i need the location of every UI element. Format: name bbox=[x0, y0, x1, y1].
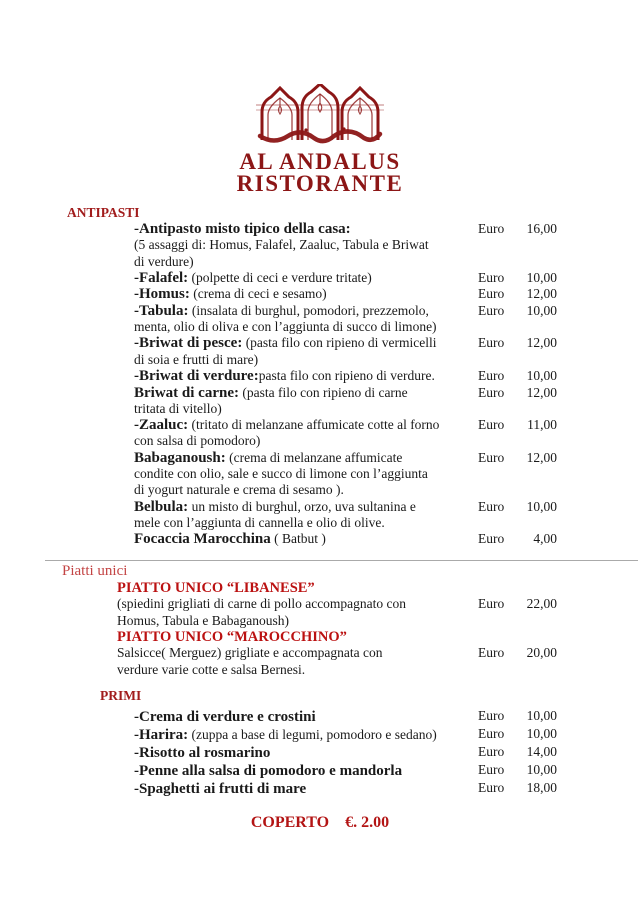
dish-description: (polpette di ceci e verdure tritate) bbox=[188, 269, 372, 285]
menu-item-row bbox=[134, 303, 640, 336]
dish-text bbox=[134, 368, 476, 384]
dish-text bbox=[134, 450, 476, 499]
dish-name: Belbula: bbox=[134, 498, 189, 515]
menu-sections bbox=[0, 205, 640, 798]
restaurant-name-line2: RISTORANTE bbox=[236, 171, 404, 196]
dish-first-line bbox=[117, 645, 476, 661]
dish-description-line: di soia e frutti di mare) bbox=[134, 351, 259, 367]
dish-name: Briwat di carne: bbox=[134, 384, 239, 401]
menu-item-row bbox=[134, 450, 640, 499]
currency-label: Euro bbox=[478, 221, 505, 236]
currency-label: Euro bbox=[478, 761, 505, 777]
price-value: 16,00 bbox=[526, 221, 557, 236]
price-value: 10,00 bbox=[526, 498, 557, 514]
price-value: 14,00 bbox=[526, 743, 557, 759]
menu-section-antipasti bbox=[0, 205, 640, 548]
dish-text bbox=[134, 303, 476, 336]
dish-description: (pasta filo con ripieno di vermicelli bbox=[242, 335, 437, 351]
moorish-arches-logo-icon bbox=[254, 84, 386, 146]
menu-item-row bbox=[134, 286, 640, 303]
price-value: 4,00 bbox=[533, 531, 557, 547]
menu-item-row bbox=[134, 385, 640, 418]
dish-text bbox=[117, 596, 476, 629]
dish-name: -Spaghetti ai frutti di mare bbox=[134, 780, 307, 797]
menu-item-row bbox=[134, 726, 640, 744]
menu-item-row bbox=[134, 270, 640, 287]
section-heading-piatti-unici: Piatti unici bbox=[62, 562, 128, 579]
menu-item-row bbox=[134, 708, 640, 726]
price-value: 10,00 bbox=[526, 368, 557, 384]
dish-description-line: mele con l’aggiunta di cannella e olio di olive. bbox=[134, 514, 385, 530]
dish-description: un misto di burghul, orzo, uva sultanina e bbox=[188, 498, 416, 514]
currency-label: Euro bbox=[478, 531, 505, 547]
dish-text bbox=[134, 335, 476, 368]
price-value: 12,00 bbox=[526, 449, 557, 465]
dish-name: -Antipasto misto tipico della casa: bbox=[134, 221, 351, 237]
menu-item-row bbox=[134, 531, 640, 548]
dish-name: -Zaaluc: bbox=[134, 417, 189, 434]
dish-text bbox=[134, 744, 476, 762]
dish-name: -Harira: bbox=[134, 726, 189, 743]
dish-text bbox=[134, 726, 476, 744]
dish-subheading: PIATTO UNICO “LIBANESE” bbox=[117, 579, 315, 596]
price-value: 11,00 bbox=[527, 417, 557, 433]
restaurant-name-line1: AL ANDALUS bbox=[239, 149, 401, 174]
section-items bbox=[134, 708, 640, 798]
dish-description-line: condite con olio, sale e succo di limone con l’aggiunta bbox=[134, 466, 428, 482]
dish-first-line bbox=[134, 385, 476, 401]
dish-text bbox=[134, 531, 476, 547]
dish-first-line bbox=[134, 762, 476, 780]
dish-first-line bbox=[134, 780, 476, 798]
dish-name: -Briwat di verdure: bbox=[134, 368, 259, 385]
dish-description: (crema di melanzane affumicate bbox=[225, 449, 403, 465]
dish-description: (pasta filo con ripieno di carne bbox=[238, 384, 408, 400]
dish-first-line bbox=[134, 450, 476, 466]
menu-item-row bbox=[134, 762, 640, 780]
currency-label: Euro bbox=[478, 707, 505, 723]
currency-label: Euro bbox=[478, 302, 505, 318]
dish-text bbox=[134, 417, 476, 450]
dish-description: (spiedini grigliati di carne di pollo accompagnato con bbox=[117, 596, 407, 612]
menu-item-row bbox=[134, 368, 640, 385]
dish-text bbox=[134, 270, 476, 286]
price-value: 18,00 bbox=[526, 779, 557, 795]
dish-text bbox=[134, 499, 476, 532]
dish-text bbox=[134, 385, 476, 418]
dish-description: (insalata di burghul, pomodori, prezzemolo, bbox=[188, 302, 429, 318]
currency-label: Euro bbox=[478, 269, 505, 285]
dish-description: (zuppa a base di legumi, pomodoro e sedano) bbox=[188, 726, 437, 742]
price-value: 10,00 bbox=[526, 707, 557, 723]
price-value: 12,00 bbox=[526, 384, 557, 400]
coperto-label: COPERTO bbox=[250, 813, 330, 831]
dish-first-line bbox=[134, 303, 476, 319]
dish-name: -Penne alla salsa di pomodoro e mandorla bbox=[134, 762, 403, 779]
menu-section-primi bbox=[0, 688, 640, 798]
dish-first-line bbox=[134, 335, 476, 351]
currency-label: Euro bbox=[478, 779, 505, 795]
dish-name: -Crema di verdure e crostini bbox=[134, 708, 316, 725]
menu-item-row bbox=[134, 499, 640, 532]
dish-description: (tritato di melanzane affumicate cotte al forno bbox=[188, 417, 440, 433]
dish-first-line bbox=[134, 286, 476, 302]
dish-subheading: PIATTO UNICO “MAROCCHINO” bbox=[117, 628, 347, 645]
currency-label: Euro bbox=[478, 596, 505, 612]
price-value: 10,00 bbox=[526, 269, 557, 285]
section-divider bbox=[45, 560, 638, 561]
menu-item-row bbox=[134, 335, 640, 368]
menu-item-row bbox=[134, 780, 640, 798]
menu-item-row bbox=[134, 221, 640, 270]
section-items bbox=[134, 221, 640, 548]
currency-label: Euro bbox=[478, 743, 505, 759]
dish-first-line bbox=[134, 726, 476, 744]
dish-description-line: Homus, Tabula e Babaganoush) bbox=[117, 612, 290, 628]
currency-label: Euro bbox=[478, 645, 505, 661]
dish-description-line: di yogurt naturale e crema di sesamo ). bbox=[134, 482, 344, 498]
dish-description-line: menta, olio di oliva e con l’aggiunta di succo di limone) bbox=[134, 319, 437, 335]
dish-description-line: di verdure) bbox=[134, 253, 194, 269]
dish-description-line: con salsa di pomodoro) bbox=[134, 433, 261, 449]
menu-section-piatti-unici bbox=[0, 560, 640, 678]
dish-text bbox=[134, 221, 476, 270]
dish-first-line bbox=[134, 531, 476, 547]
price-value: 12,00 bbox=[526, 335, 557, 351]
section-heading-antipasti: ANTIPASTI bbox=[67, 205, 140, 220]
menu-item-row bbox=[117, 596, 640, 629]
dish-description-line: tritata di vitello) bbox=[134, 400, 222, 416]
currency-label: Euro bbox=[478, 335, 505, 351]
currency-label: Euro bbox=[478, 286, 505, 302]
dish-description-line: (5 assaggi di: Homus, Falafel, Zaaluc, Tabula e Briwat bbox=[134, 237, 429, 253]
price-value: 20,00 bbox=[526, 645, 557, 661]
dish-text bbox=[117, 645, 476, 678]
price-value: 22,00 bbox=[526, 596, 557, 612]
menu-item-row bbox=[134, 744, 640, 762]
currency-label: Euro bbox=[478, 417, 505, 433]
dish-name: -Homus: bbox=[134, 286, 190, 303]
dish-text bbox=[134, 762, 476, 780]
logo-container bbox=[0, 0, 640, 151]
dish-first-line bbox=[134, 368, 476, 384]
dish-text bbox=[134, 708, 476, 726]
dish-first-line bbox=[134, 744, 476, 762]
coperto-price: €. 2.00 bbox=[345, 813, 390, 831]
dish-name: -Briwat di pesce: bbox=[134, 335, 243, 352]
currency-label: Euro bbox=[478, 498, 505, 514]
price-value: 10,00 bbox=[526, 761, 557, 777]
price-value: 10,00 bbox=[526, 725, 557, 741]
dish-first-line bbox=[134, 499, 476, 515]
dish-name: Focaccia Marocchina bbox=[134, 531, 271, 548]
dish-first-line bbox=[134, 708, 476, 726]
dish-description-line: verdure varie cotte e salsa Bernesi. bbox=[117, 661, 306, 677]
dish-name: -Tabula: bbox=[134, 302, 189, 319]
section-items bbox=[117, 580, 640, 678]
dish-first-line bbox=[117, 596, 476, 612]
menu-item-row bbox=[134, 417, 640, 450]
dish-name: -Falafel: bbox=[134, 269, 189, 286]
dish-description: pasta filo con ripieno di verdure. bbox=[258, 368, 435, 384]
dish-description: ( Batbut ) bbox=[270, 531, 326, 547]
dish-text bbox=[134, 780, 476, 798]
dish-text bbox=[134, 286, 476, 302]
section-heading-primi: PRIMI bbox=[100, 687, 142, 703]
currency-label: Euro bbox=[478, 368, 505, 384]
menu-item-row bbox=[117, 645, 640, 678]
dish-first-line bbox=[134, 221, 476, 237]
dish-name: Babaganoush: bbox=[134, 449, 226, 466]
dish-name: -Risotto al rosmarino bbox=[134, 744, 271, 761]
currency-label: Euro bbox=[478, 384, 505, 400]
price-value: 10,00 bbox=[526, 302, 557, 318]
dish-description: Salsicce( Merguez) grigliate e accompagnata con bbox=[117, 645, 383, 661]
currency-label: Euro bbox=[478, 725, 505, 741]
dish-first-line bbox=[134, 417, 476, 433]
dish-first-line bbox=[134, 270, 476, 286]
dish-description: (crema di ceci e sesamo) bbox=[189, 286, 327, 302]
currency-label: Euro bbox=[478, 449, 505, 465]
price-value: 12,00 bbox=[526, 286, 557, 302]
coperto-line bbox=[0, 814, 640, 832]
